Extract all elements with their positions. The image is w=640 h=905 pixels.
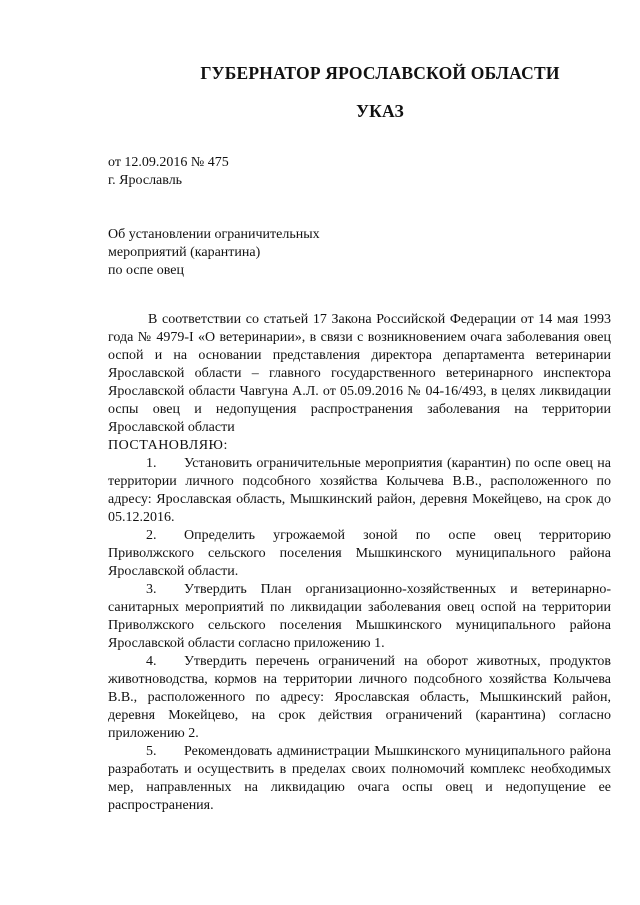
- decree-item: [108, 743, 611, 815]
- document-subject: [108, 226, 408, 280]
- item-text: Утвердить перечень ограничений на оборот животных, продуктов животноводства, кормов на территории личного подсобного хозяйства Колычева В.В., расположенного по адресу: Ярославская область, Мышкинский район, деревня Мокейцево, на срок действия ограничений (карантина) согласно приложению 2.: [108, 654, 611, 741]
- item-text: Утвердить План организационно-хозяйственных и ветеринарно-санитарных мероприятий по ликвидации заболевания овец оспой на территории Приволжского сельского поселения Мышкинского муниципального района Ярославской области согласно приложению 1.: [108, 582, 611, 651]
- document-city: г. Ярославль: [108, 173, 183, 188]
- decree-item: [108, 455, 611, 527]
- decree-word: ПОСТАНОВЛЯЮ:: [108, 438, 228, 453]
- item-text: Рекомендовать администрации Мышкинского муниципального района разработать и осуществить в пределах своих полномочий комплекс необходимых мер, направленных на ликвидацию очага оспы овец и недопущение ее распространения.: [108, 744, 611, 813]
- preamble-paragraph: В соответствии со статьей 17 Закона Российской Федерации от 14 мая 1993 года № 4979-I «О ветеринарии», в связи с возникновением очага заболевания овец оспой и на основании представления директора департамента ветеринарии Ярославской области – главного государственного ветеринарного инспектора Ярославской области Чавгуна А.Л. от 05.09.2016 № 04-16/493, в целях ликвидации оспы овец и недопущения распространения заболевания на территории Ярославской области: [108, 312, 611, 435]
- document-type-heading: УКАЗ: [356, 101, 404, 121]
- document-date-number: от 12.09.2016 № 475: [108, 155, 229, 170]
- authority-heading: ГУБЕРНАТОР ЯРОСЛАВСКОЙ ОБЛАСТИ: [200, 63, 560, 83]
- item-number: 3.: [146, 582, 157, 597]
- decree-item: [108, 653, 611, 743]
- subject-line: по оспе овец: [108, 263, 184, 278]
- subject-line: мероприятий (карантина): [108, 245, 261, 260]
- decree-item: [108, 581, 611, 653]
- document-body: [108, 311, 611, 815]
- item-text: Определить угрожаемой зоной по оспе овец территорию Приволжского сельского поселения Мышкинского муниципального района Ярославской области.: [108, 528, 611, 579]
- subject-line: Об установлении ограничительных: [108, 227, 320, 242]
- item-number: 4.: [146, 654, 157, 669]
- item-number: 1.: [146, 456, 157, 471]
- item-number: 2.: [146, 528, 157, 543]
- item-text: Установить ограничительные мероприятия (карантин) по оспе овец на территории личного подсобного хозяйства Колычева В.В., расположенного по адресу: Ярославская область, Мышкинский район, деревня Мокейцево, на срок до 05.12.2016.: [108, 456, 611, 525]
- item-number: 5.: [146, 744, 157, 759]
- decree-item: [108, 527, 611, 581]
